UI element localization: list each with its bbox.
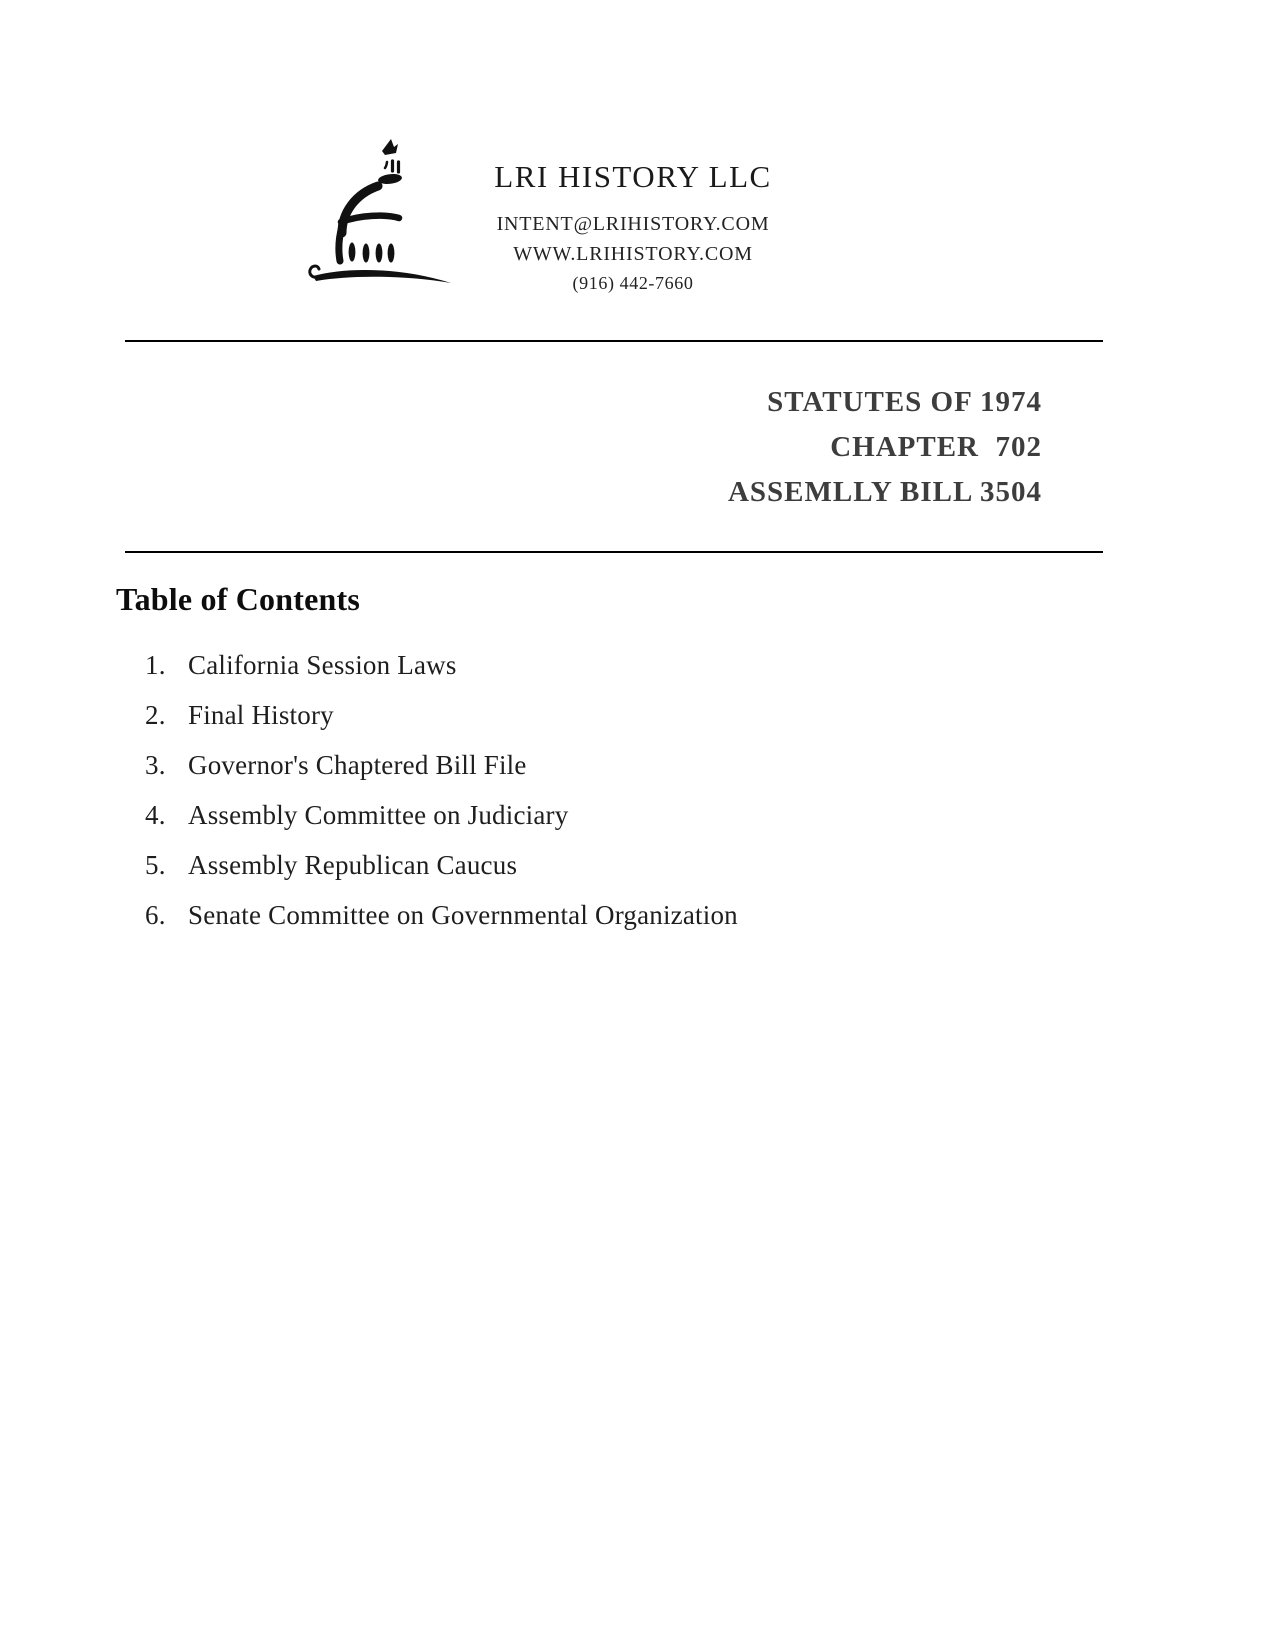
toc-item-number: 1. <box>145 650 166 680</box>
toc-item <box>145 740 1045 790</box>
toc-item-number: 2. <box>145 700 166 730</box>
letterhead <box>433 158 833 298</box>
bill-line: ASSEMLLY BILL 3504 <box>727 476 1042 508</box>
toc-item-label: California Session Laws <box>188 650 457 680</box>
toc-item-number: 3. <box>145 750 166 780</box>
bill-reference-block <box>642 380 1042 515</box>
company-email: INTENT@LRIHISTORY.COM <box>496 213 770 235</box>
toc-item-label: Assembly Republican Caucus <box>188 850 518 880</box>
toc-item-label: Final History <box>188 700 334 730</box>
divider-bottom <box>125 551 1103 553</box>
toc-item <box>145 840 1045 890</box>
toc-item-number: 6. <box>145 900 166 930</box>
company-name: LRI HISTORY LLC <box>494 159 772 194</box>
toc-item <box>145 690 1045 740</box>
toc-item <box>145 890 1045 940</box>
divider-top <box>125 340 1103 342</box>
toc-item-label: Governor's Chaptered Bill File <box>188 750 527 780</box>
toc-title: Table of Contents <box>116 581 361 617</box>
toc-list <box>145 640 1045 940</box>
toc-item-label: Senate Committee on Governmental Organization <box>188 900 738 930</box>
statutes-line: STATUTES OF 1974 <box>767 386 1042 418</box>
toc-item-number: 5. <box>145 850 166 880</box>
toc-item <box>145 790 1045 840</box>
company-phone: (916) 442-7660 <box>572 273 694 293</box>
toc-item-number: 4. <box>145 800 166 830</box>
dome-sketch <box>310 139 451 283</box>
toc-item-label: Assembly Committee on Judiciary <box>188 800 569 830</box>
toc-item <box>145 640 1045 690</box>
chapter-line: CHAPTER 702 <box>830 431 1042 463</box>
company-website: WWW.LRIHISTORY.COM <box>513 243 753 265</box>
